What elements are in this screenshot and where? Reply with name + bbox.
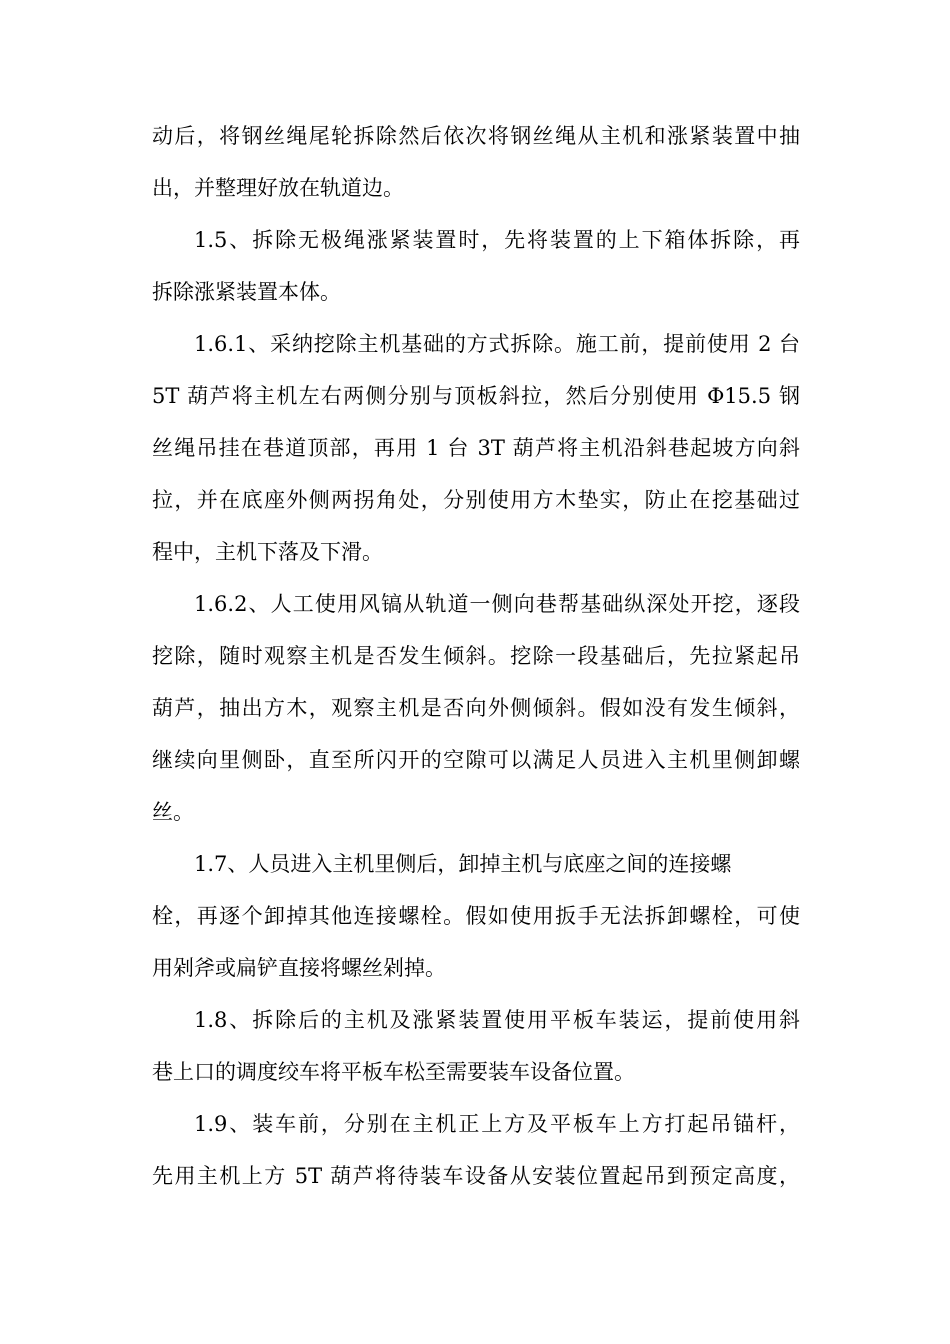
text-line: 拉，并在底座外侧两拐角处，分别使用方木垫实，防止在挖基础过 [152, 488, 800, 512]
text-line: 动后，将钢丝绳尾轮拆除然后依次将钢丝绳从主机和涨紧装置中抽 [152, 124, 800, 148]
text-line: 1.8、拆除后的主机及涨紧装置使用平板车装运，提前使用斜 [194, 1008, 800, 1032]
text-line: 出，并整理好放在轨道边。 [152, 176, 404, 200]
text-line: 1.7、人员进入主机里侧后，卸掉主机与底座之间的连接螺 [194, 852, 732, 876]
text-line: 巷上口的调度绞车将平板车松至需要装车设备位置。 [152, 1060, 635, 1084]
text-line: 1.6.1、采纳挖除主机基础的方式拆除。施工前，提前使用 2 台 [194, 332, 800, 356]
text-line: 继续向里侧卧，直至所闪开的空隙可以满足人员进入主机里侧卸螺 [152, 748, 800, 772]
text-line: 挖除，随时观察主机是否发生倾斜。挖除一段基础后，先拉紧起吊 [152, 644, 800, 668]
text-line: 栓，再逐个卸掉其他连接螺栓。假如使用扳手无法拆卸螺栓，可使 [152, 904, 800, 928]
text-line: 丝绳吊挂在巷道顶部，再用 1 台 3T 葫芦将主机沿斜巷起坡方向斜 [152, 436, 800, 460]
text-line: 拆除涨紧装置本体。 [152, 280, 341, 304]
text-line: 1.5、拆除无极绳涨紧装置时，先将装置的上下箱体拆除，再 [194, 228, 800, 252]
text-line: 1.9、装车前，分别在主机正上方及平板车上方打起吊锚杆， [194, 1112, 800, 1136]
text-line: 葫芦，抽出方木，观察主机是否向外侧倾斜。假如没有发生倾斜， [152, 696, 800, 720]
text-line: 丝。 [152, 800, 194, 824]
text-line: 1.6.2、人工使用风镐从轨道一侧向巷帮基础纵深处开挖，逐段 [194, 592, 800, 616]
document-body [152, 110, 800, 1202]
text-line: 用剁斧或扁铲直接将螺丝剁掉。 [152, 956, 446, 980]
text-line: 程中，主机下落及下滑。 [152, 540, 383, 564]
text-line: 先用主机上方 5T 葫芦将待装车设备从安装位置起吊到预定高度， [152, 1164, 800, 1188]
text-line: 5T 葫芦将主机左右两侧分别与顶板斜拉，然后分别使用 Φ15.5 钢 [152, 384, 800, 408]
